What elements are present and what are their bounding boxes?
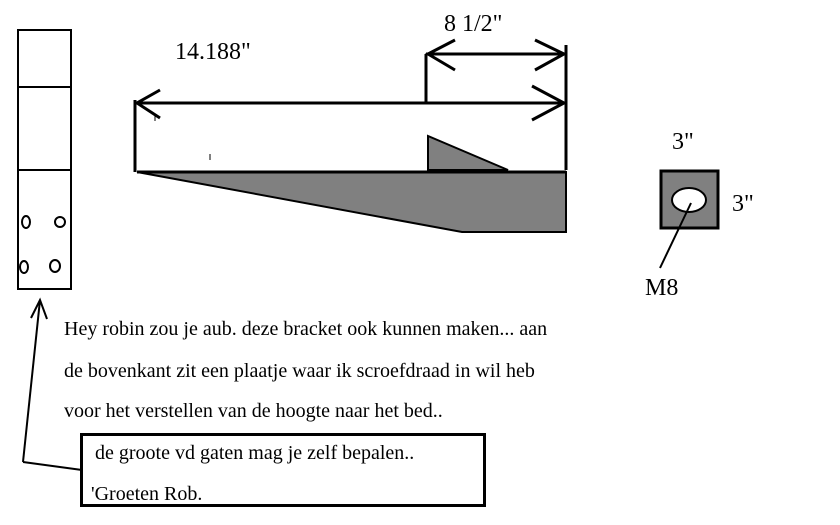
box-note-line-1: de groote vd gaten mag je zelf bepalen.. xyxy=(95,442,415,464)
overall-length-label: 14.188" xyxy=(175,39,251,65)
side-view xyxy=(137,136,566,232)
front-hole xyxy=(55,217,65,227)
top-gusset xyxy=(428,136,508,170)
front-view-outline xyxy=(18,30,71,289)
plate-width-label: 3" xyxy=(672,129,694,155)
leader-line-horizontal xyxy=(23,462,82,470)
stray-marks xyxy=(155,115,210,160)
note-line-2: de bovenkant zit een plaatje waar ik scroefdraad in wil heb xyxy=(64,360,535,382)
leader-line-vertical xyxy=(23,300,40,462)
plate-height-label: 3" xyxy=(732,191,754,217)
box-note-signature: 'Groeten Rob. xyxy=(91,483,203,505)
top-plate-length-label: 8 1/2" xyxy=(444,11,503,37)
note-line-3: voor het verstellen van de hoogte naar het bed.. xyxy=(64,400,443,422)
front-hole xyxy=(22,216,30,228)
hole-size-label: M8 xyxy=(645,275,679,301)
note-line-1: Hey robin zou je aub. deze bracket ook kunnen maken... aan xyxy=(64,318,548,340)
bracket-body xyxy=(137,172,566,232)
front-hole xyxy=(50,260,60,272)
front-hole xyxy=(20,261,28,273)
note-box xyxy=(80,433,486,507)
front-view xyxy=(18,30,71,289)
plate-view xyxy=(660,171,718,268)
